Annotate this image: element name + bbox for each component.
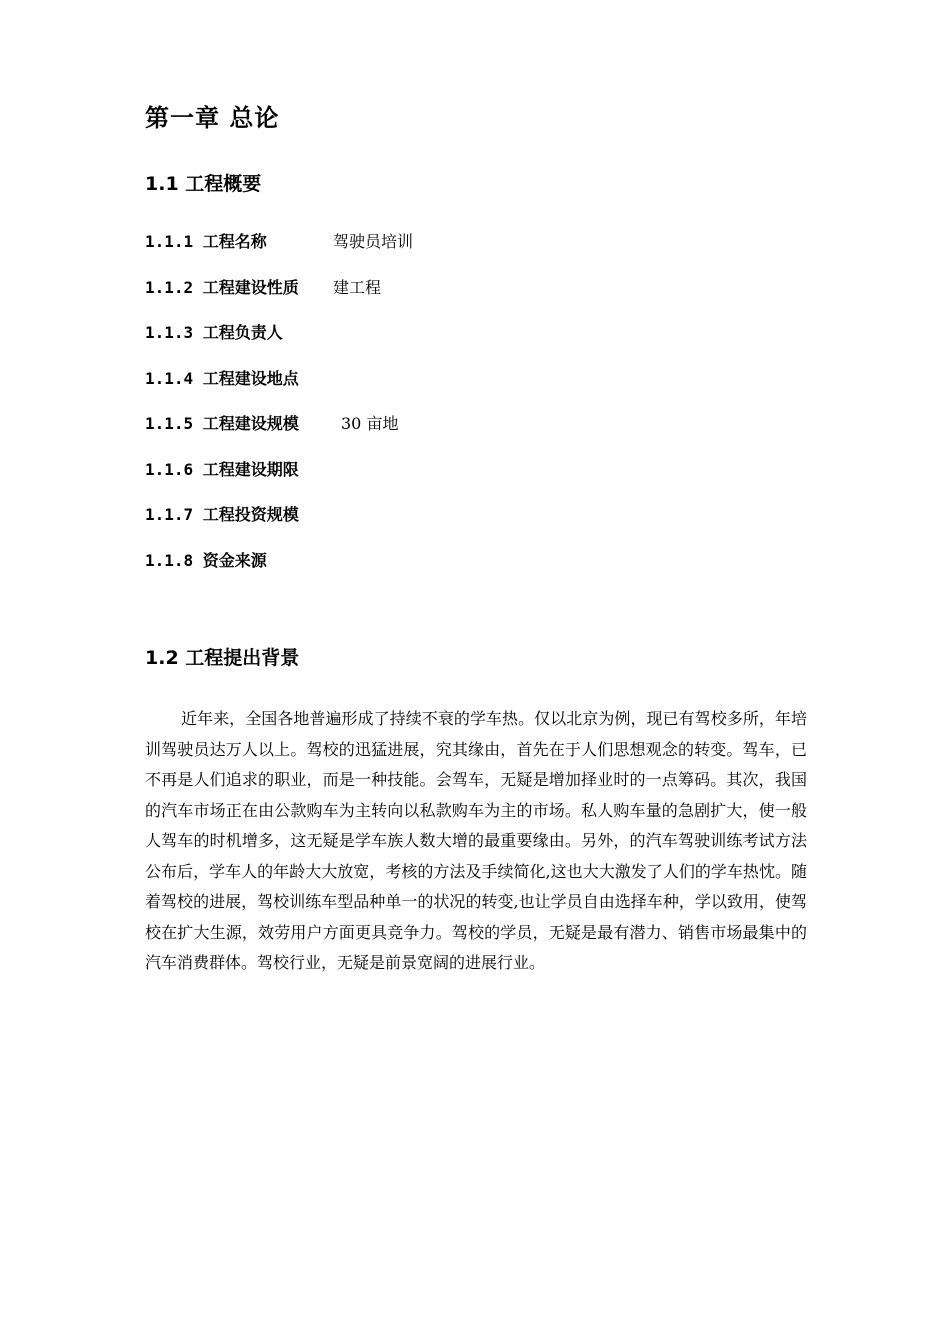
chapter-title: 第一章 总论 [145,104,280,132]
info-label: 1.1.6 工程建设期限 [145,460,299,479]
info-label: 1.1.5 工程建设规模 [145,414,299,433]
info-label: 1.1.3 工程负责人 [145,323,283,342]
info-value: 30 亩地 [341,414,399,433]
section-title-overview: 1.1 工程概要 [145,173,262,195]
info-label: 1.1.4 工程建设地点 [145,369,299,388]
info-label: 1.1.7 工程投资规模 [145,505,299,524]
info-label: 1.1.2 工程建设性质 [145,278,299,297]
info-value: 驾驶员培训 [333,232,414,251]
section-title-background: 1.2 工程提出背景 [145,647,300,669]
info-label: 1.1.8 资金来源 [145,551,267,570]
info-value: 建工程 [333,278,382,297]
background-paragraph: 近年来，全国各地普遍形成了持续不衰的学车热。仅以北京为例，现已有驾校多所，年培训驾驶员达万人以上。驾校的迅猛进展，究其缘由，首先在于人们思想观念的转变。驾车，已不再是人们追求的职业，而是一种技能。会驾车，无疑是增加择业时的一点筹码。其次，我国的汽车市场正在由公款购车为主转向以私款购车为主的市场。私人购车量的急剧扩大，使一般人驾车的时机增多，这无疑是学车族人数大增的最重要缘由。另外，的汽车驾驶训练考试方法公布后，学车人的年龄大大放宽，考核的方法及手续简化,这也大大激发了人们的学车热忱。随着驾校的进展，驾校训练车型品种单一的状况的转变,也让学员自由选择车种，学以致用，使驾校在扩大生源，效劳用户方面更具竞争力。驾校的学员，无疑是最有潜力、销售市场最集中的汽车消费群体。驾校行业，无疑是前景宽阔的进展行业。 [145,709,807,972]
info-label: 1.1.1 工程名称 [145,232,267,251]
